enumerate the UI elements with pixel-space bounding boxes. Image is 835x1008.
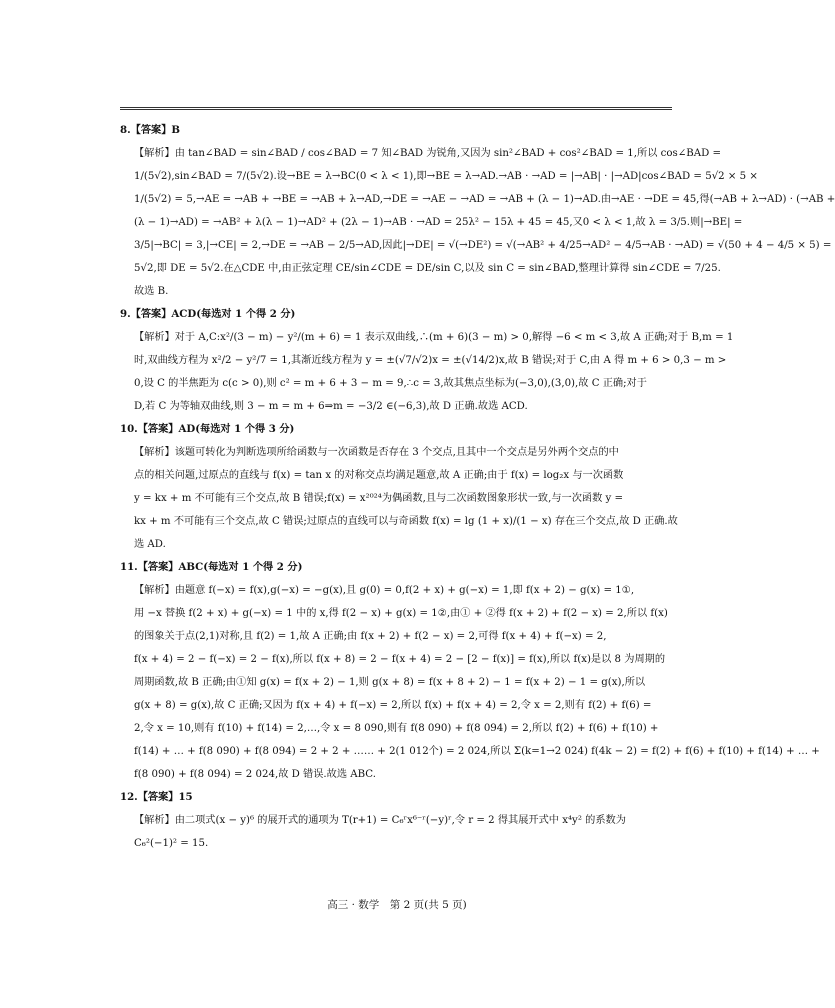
explanation-line: 周期函数,故 B 正确;由①知 g(x) = f(x + 2) − 1,则 g(x + 8) = f(x + 8 + 2) − 1 = f(x + 2) − 1 = g(x),所以 [134,677,646,688]
header-rule [120,107,672,110]
explanation-line: 点的相关问题,过原点的直线与 f(x) = tan x 的对称交点均满足题意,故 A 正确;由于 f(x) = log₂x 与一次函数 [134,470,624,481]
explanation-line: 【解析】由二项式(x − y)⁶ 的展开式的通项为 T(r+1) = C₆ʳx⁶⁻ʳ(−y)ʳ,令 r = 2 得其展开式中 x⁴y² 的系数为 [134,815,626,826]
explanation-line: 的图象关于点(2,1)对称,且 f(2) = 1,故 A 正确;由 f(x + 2) + f(2 − x) = 2,可得 f(x + 4) + f(−x) = 2, [134,631,607,642]
answer-content [120,119,835,855]
explanation-line: C₆²(−1)² = 15. [134,838,209,849]
explanation-line: y = kx + m 不可能有三个交点,故 B 错误;f(x) = x²⁰²⁴为偶函数,且与二次函数图象形状一致,与一次函数 y = [134,493,624,504]
explanation-line: 【解析】由题意 f(−x) = f(x),g(−x) = −g(x),且 g(0) = 0,f(2 + x) + g(−x) = 1,即 f(x + 2) − g(x) = 1①, [134,585,635,596]
question-explanation [120,142,835,303]
explanation-line: D,若 C 为等轴双曲线,则 3 − m = m + 6⇒m = −3/2 ∈(−6,3),故 D 正确.故选 ACD. [134,401,528,412]
explanation-line: g(x + 8) = g(x),故 C 正确;又因为 f(x + 4) + f(−x) = 2,所以 f(x) + f(x + 4) = 2,令 x = 2,则有 f(2) + f(6) = [134,700,652,711]
explanation-line: 时,双曲线方程为 x²/2 − y²/7 = 1,其渐近线方程为 y = ±(√7/√2)x = ±(√14/2)x,故 B 错误;对于 C,由 A 得 m + 6 > 0,3 − m > [134,355,727,366]
question-block [120,418,678,556]
question-answer-heading: 9.【答案】ACD(每选对 1 个得 2 分) [120,308,296,320]
explanation-line: kx + m 不可能有三个交点,故 C 错误;过原点的直线可以与奇函数 f(x) = lg (1 + x)/(1 − x) 存在三个交点,故 D 正确.故 [134,516,678,527]
question-block [120,119,835,303]
question-answer-heading: 8.【答案】B [120,124,180,136]
explanation-line: 【解析】由 tan∠BAD = sin∠BAD / cos∠BAD = 7 知∠BAD 为锐角,又因为 sin²∠BAD + cos²∠BAD = 1,所以 cos∠BAD = [134,148,722,159]
explanation-line: 1/(5√2) = 5,→AE = →AB + →BE = →AB + λ→AD,→DE = →AE − →AD = →AB + (λ − 1)→AD.由→AE · →DE = 45,得(→AB + λ→AD) · (→AB + [134,194,835,205]
question-explanation [120,441,678,556]
question-explanation [120,579,820,786]
question-answer-heading: 12.【答案】15 [120,791,193,803]
explanation-line: 1/(5√2),sin∠BAD = 7/(5√2).设→BE = λ→BC(0 < λ < 1),即→BE = λ→AD.→AB · →AD = |→AB| · |→AD|cos∠BAD = 5√2 × 5 × [134,171,758,182]
question-explanation [120,809,678,855]
explanation-line: 3/5|→BC| = 3,|→CE| = 2,→DE = →AB − 2/5→AD,因此|→DE| = √(→DE²) = √(→AB² + 4/25→AD² − 4/5→AB · →AD) = √(50 + 4 − 4/5 × 5) = [134,240,832,251]
explanation-line: 故选 B. [134,286,169,297]
explanation-line: 用 −x 替换 f(2 + x) + g(−x) = 1 中的 x,得 f(2 − x) + g(x) = 1②,由① + ②得 f(x + 2) + f(2 − x) = 2,所以 f(x) [134,608,668,619]
explanation-line: f(8 090) + f(8 094) = 2 024,故 D 错误.故选 ABC. [134,769,376,780]
question-answer-heading: 11.【答案】ABC(每选对 1 个得 2 分) [120,561,303,573]
question-block [120,556,820,786]
explanation-line: 【解析】对于 A,C:x²/(3 − m) − y²/(m + 6) = 1 表示双曲线,∴(m + 6)(3 − m) > 0,解得 −6 < m < 3,故 A 正确;对于 B,m = 1 [134,332,734,343]
explanation-line: (λ − 1)→AD) = →AB² + λ(λ − 1)→AD² + (2λ − 1)→AB · →AD = 25λ² − 15λ + 45 = 45,又0 < λ < 1,故 λ = 3/5.则|→BE| = [134,217,743,228]
question-answer-heading: 10.【答案】AD(每选对 1 个得 3 分) [120,423,295,435]
explanation-line: 0,设 C 的半焦距为 c(c > 0),则 c² = m + 6 + 3 − m = 9,∴c = 3,故其焦点坐标为(−3,0),(3,0),故 C 正确;对于 [134,378,647,389]
explanation-line: 2,令 x = 10,则有 f(10) + f(14) = 2,…,令 x = 8 090,则有 f(8 090) + f(8 094) = 2,所以 f(2) + f(6) + f(10) + [134,723,659,734]
explanation-line: 【解析】该题可转化为判断选项所给函数与一次函数是否存在 3 个交点,且其中一个交点是另外两个交点的中 [134,447,619,458]
question-block [120,303,734,418]
question-block [120,786,678,855]
explanation-line: f(x + 4) = 2 − f(−x) = 2 − f(x),所以 f(x + 8) = 2 − f(x + 4) = 2 − [2 − f(x)] = f(x),所以 f(x)是以 8 为周期的 [134,654,666,665]
explanation-line: f(14) + … + f(8 090) + f(8 094) = 2 + 2 + …… + 2(1 012个) = 2 024,所以 Σ(k=1→2 024) f(4k − 2) = f(2) + f(6) + f(10) + f(14) + … + [134,746,820,757]
page-footer: 高三 · 数学 第 2 页(共 5 页) [327,899,467,911]
question-explanation [120,326,734,418]
explanation-line: 选 AD. [134,539,166,550]
explanation-line: 5√2,即 DE = 5√2.在△CDE 中,由正弦定理 CE/sin∠CDE = DE/sin C,以及 sin C = sin∠BAD,整理计算得 sin∠CDE = 7/25. [134,263,721,274]
